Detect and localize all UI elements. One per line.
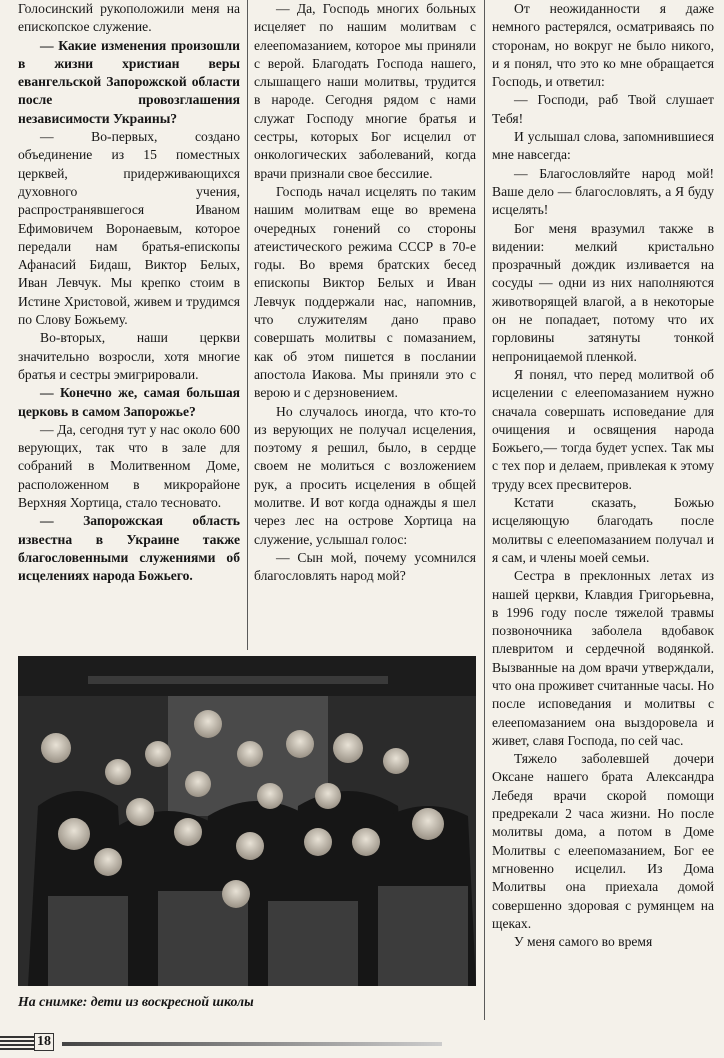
column-divider [484, 0, 485, 1020]
column-divider [247, 0, 248, 650]
photo-caption: На снимке: дети из воскресной школы [18, 994, 254, 1009]
footer-rule [62, 1042, 442, 1046]
page-footer [0, 1030, 476, 1054]
interview-question: — Какие изменения произошли в жизни христиан веры евангельской Запорожской области после провозглашения независимости Украины? [18, 37, 240, 126]
children-photo-illustration [18, 656, 476, 986]
paragraph: Кстати сказать, Божью исцеляющую благодать после молитвы с елеепомазанием получал и я сам, и члены моей семьи. [492, 495, 714, 565]
paragraph: Я понял, что перед молитвой об исцелении с елеепомазанием нужно сначала совершать исповедание для очищения и освящения народа Божьего,— тогда будет успех. Так мы с тех пор и делаем, привлекая к этому труду всех пресвитеров. [492, 366, 714, 492]
paragraph: — Да, сегодня тут у нас около 600 верующих, так что в зале для собраний в Молитвенном Доме, расположенном в микрорайоне Верхняя Хортица, стало тесновато. [18, 421, 240, 511]
paragraph: — Во-первых, создано объединение из 15 поместных церквей, придерживающихся духовного учения, распространявшегося Иваном Ефимовичем Воронаевым, которое передали нам братья-епископы Афанасий Бидаш, Виктор Белых, Иван Левчук. Мы крепко стоим в Истине Христовой, живем и трудимся по Слову Божьему. [18, 129, 240, 328]
page-number: 18 [34, 1033, 54, 1051]
paragraph: — Господи, раб Твой слушает Тебя! [492, 92, 714, 126]
paragraph: У меня самого во время [514, 934, 653, 950]
paragraph: Но случалось иногда, что кто-то из верующих не получал исцеления, поэтому я решил, было, в сердце своем не молиться с возложением рук, а просить исцеления в общей молитве. И вот когда однажды я шел через лес на острове Хортица на служение, услышал голос: [254, 403, 476, 547]
paragraph: И услышал слова, запомнившиеся мне навсегда: [492, 129, 714, 163]
interview-question: — Запорожская область известна в Украине также благословенными служениями об исцелениях народа Божьего. [18, 513, 240, 584]
paragraph: Во-вторых, наши церкви значительно возросли, хотя многие братья и сестры эмигрировали. [18, 330, 240, 382]
paragraph: Господь начал исцелять по таким нашим молитвам еще во времена очередных гонений со стороны атеистического режима СССР в 70-е годы. Во время братских бесед епископы Виктор Белых и Иван Левчук поддержали нас, напомнив, что служителям дано право совершать молитвы с помазанием, как об этом пишется в послании апостола Иакова. Мы приняли это с верою и с дерзновением. [254, 183, 476, 401]
paragraph: — Благословляйте народ мой! Ваше дело — благословлять, а Я буду исцелять! [492, 165, 714, 218]
group-photo [18, 656, 476, 986]
footer-ornament [0, 1036, 34, 1050]
paragraph: От неожиданности я даже немного растерялся, осматриваясь по сторонам, но вокруг не было никого, и я понял, что это ко мне обращается Господь, и ответил: [492, 1, 714, 90]
column-3 [492, 0, 714, 951]
column-2 [254, 0, 476, 586]
interview-question: — Конечно же, самая большая церковь в самом Запорожье? [18, 385, 240, 419]
column-1 [18, 0, 240, 586]
paragraph: — Сын мой, почему усомнился благословлять народ мой? [254, 549, 476, 584]
paragraph: Бог меня вразумил также в видении: мелкий кристально прозрачный дождик изливается на сосуды — одни из них наполняются животворящей влагой, а в некоторые он не попадает, потому что их горловины затянуты тонкой непроницаемой пленкой. [492, 220, 714, 364]
paragraph: Голосинский рукоположили меня на епископское служение. [18, 1, 240, 35]
paragraph: Сестра в преклонных летах из нашей церкви, Клавдия Григорьевна, в 1996 году после тяжелой травмы позвоночника заболела вдобавок плевритом и сердечной водянкой. Вызванные на дом врачи утверждали, что она проживет считанные часы. Но после исповедания и молитвы с елеепомазанием она выздоровела и живет, славя Господа, по сей час. [492, 568, 714, 748]
paragraph: — Да, Господь многих больных исцеляет по нашим молитвам с елеепомазанием, которое мы приняли с верой. Благодать Господа нашего, слышащего наши молитвы, трудится в народе. Сегодня рядом с нами служат Господу многие братья и сестры, которых Бог исцелил от онкологических заболеваний, когда врачи признали свое бессилие. [254, 1, 476, 181]
paragraph: Тяжело заболевшей дочери Оксане нашего брата Александра Лебедя врачи скорой помощи предрекали 2 часа жизни. Но после молитвы дома, а потом в Доме Молитвы с елеепомазанием, Бог ее мгновенно исцелил. Из Дома Молитвы она приехала домой совершенно здоровая с румянцем на щеках. [492, 751, 714, 931]
